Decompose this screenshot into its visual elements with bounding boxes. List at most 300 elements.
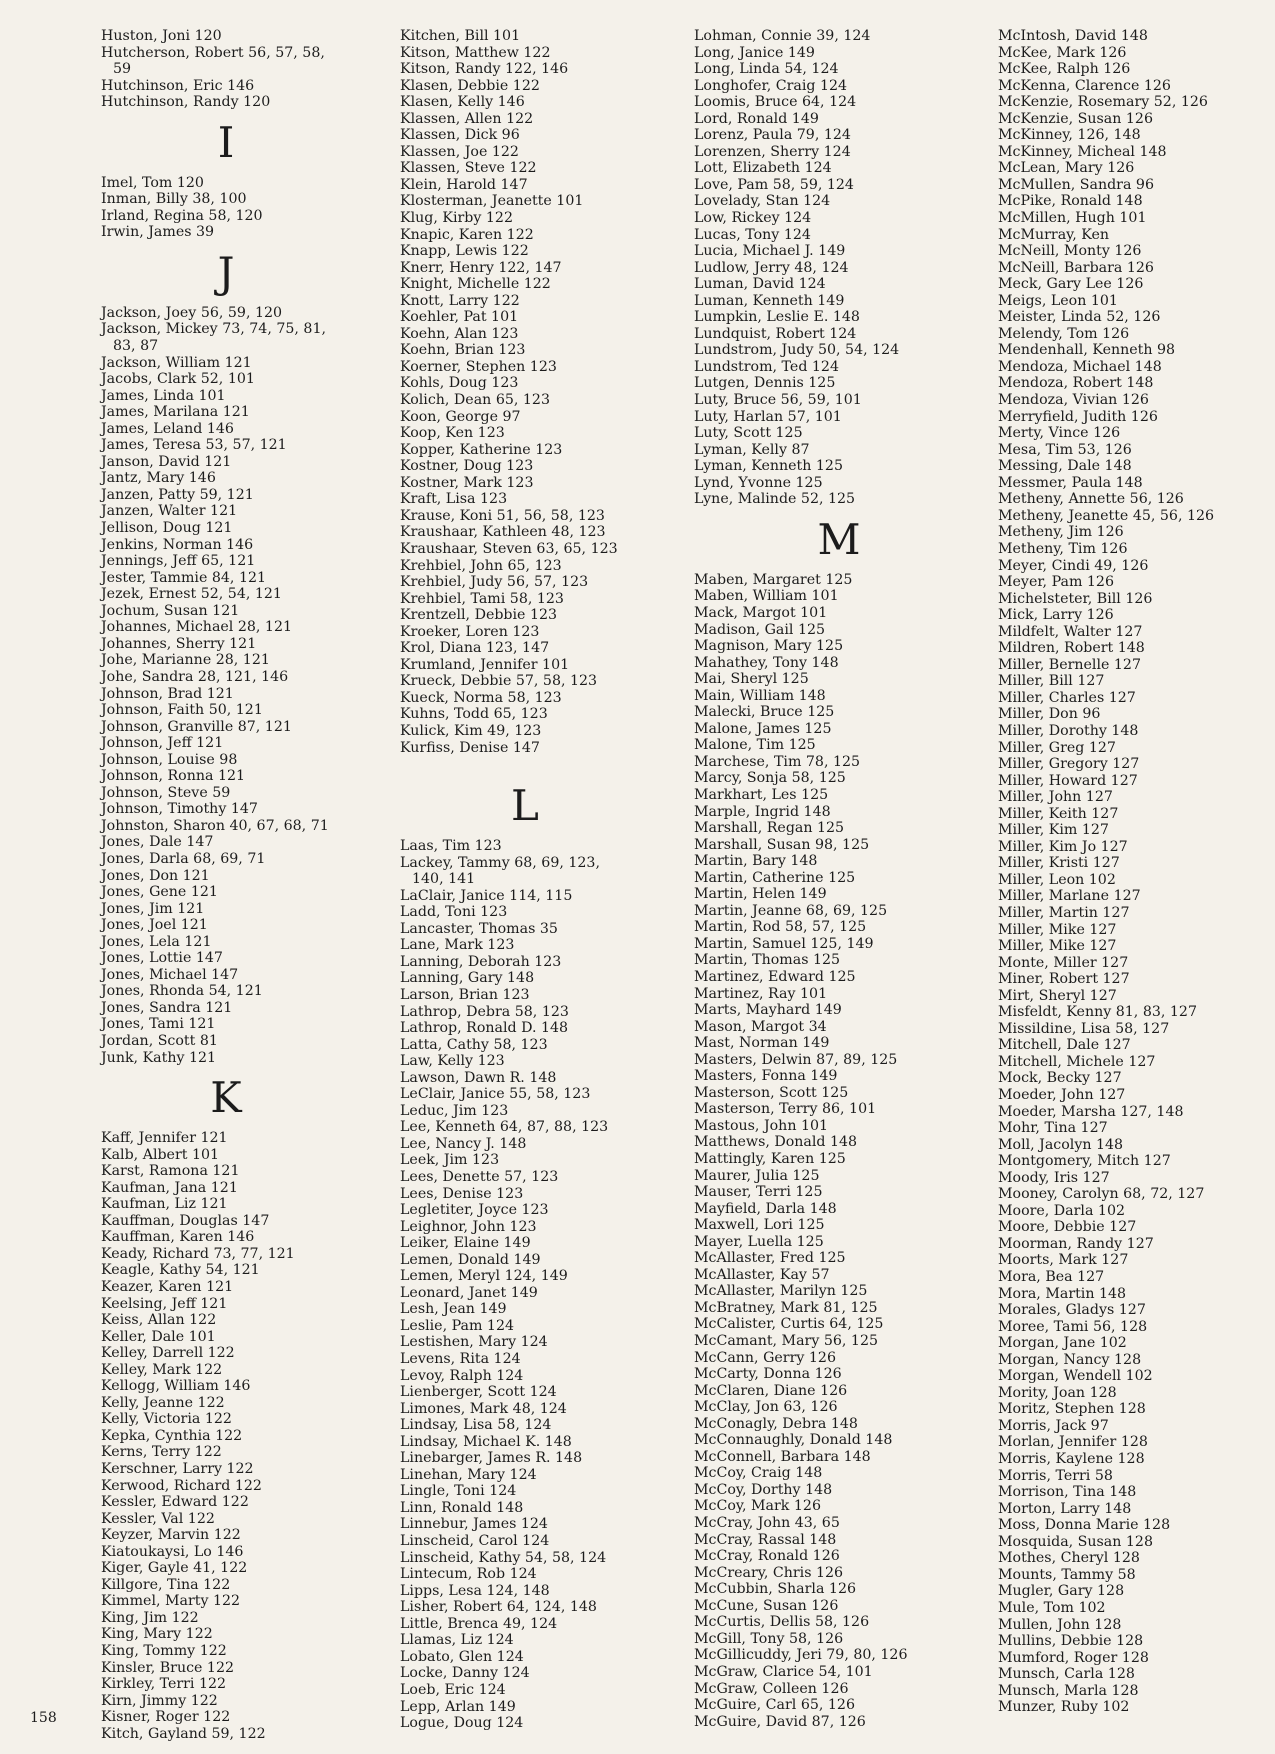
index-entry-text: Monte, Miller 127	[998, 954, 1129, 971]
index-entry	[998, 773, 1275, 790]
index-entry	[400, 1550, 650, 1567]
index-entry	[694, 326, 984, 343]
index-entry	[998, 260, 1275, 277]
index-entry	[694, 1565, 984, 1582]
index-entry-text: Moeder, Marsha 127, 148	[998, 1103, 1184, 1120]
index-entry-text: Munsch, Marla 128	[998, 1682, 1139, 1699]
index-entry-text: Jones, Don 121	[101, 867, 210, 884]
index-entry	[694, 1681, 984, 1698]
index-entry-text: Lees, Denette 57, 123	[400, 1169, 559, 1185]
index-entry	[101, 388, 351, 405]
index-entry-text: McCann, Gerry 126	[694, 1349, 836, 1366]
index-entry-text: Moeder, John 127	[998, 1087, 1126, 1103]
index-entry	[101, 967, 351, 984]
index-entry	[998, 243, 1275, 260]
index-entry	[400, 326, 650, 343]
index-entry-text: McMillen, Hugh 101	[998, 210, 1147, 227]
index-entry	[400, 508, 650, 525]
index-entry-text: Lindsay, Michael K. 148	[400, 1433, 572, 1450]
index-entry	[998, 1286, 1275, 1303]
section-letter-heading: I	[217, 117, 235, 167]
index-entry	[400, 475, 650, 492]
index-entry	[694, 1399, 984, 1416]
index-entry	[400, 855, 650, 888]
index-entry-text: Mendoza, Michael 148	[998, 358, 1162, 375]
index-entry	[998, 1070, 1275, 1087]
index-entry	[101, 1229, 351, 1246]
index-entry	[998, 61, 1275, 78]
index-entry	[400, 1533, 650, 1550]
index-entry	[694, 227, 984, 244]
index-entry-text: Luty, Bruce 56, 59, 101	[694, 392, 862, 409]
index-entry-text: Lindsay, Lisa 58, 124	[400, 1417, 552, 1434]
index-entry-text: Hutchinson, Randy 120	[101, 94, 271, 111]
index-entry	[998, 210, 1275, 227]
index-entry	[998, 160, 1275, 177]
index-entry-text: Kelley, Darrell 122	[101, 1345, 235, 1362]
index-entry	[998, 1120, 1275, 1137]
index-entry-text: Jellison, Doug 121	[101, 520, 233, 537]
index-entry-text: Long, Linda 54, 124	[694, 61, 839, 78]
index-entry-text: Kisner, Roger 122	[101, 1709, 231, 1726]
index-entry-text: Kiger, Gayle 41, 122	[101, 1560, 248, 1577]
index-entry	[694, 688, 984, 705]
index-entry	[101, 1246, 351, 1263]
index-entry	[400, 28, 650, 45]
index-entry-text: Miller, Martin 127	[998, 904, 1130, 921]
index-entry-text: Klasen, Debbie 122	[400, 77, 540, 94]
index-entry	[694, 1052, 984, 1069]
index-entry-text: McBratney, Mark 81, 125	[694, 1299, 878, 1316]
index-entry	[400, 342, 650, 359]
index-entry-text: Lyman, Kelly 87	[694, 441, 810, 458]
index-entry-text: Marts, Mayhard 149	[694, 1002, 842, 1019]
index-entry	[694, 1416, 984, 1433]
index-entry-text: Mumford, Roger 128	[998, 1649, 1149, 1666]
index-entry	[998, 508, 1275, 525]
index-entry	[400, 1103, 650, 1120]
index-entry-text: Maben, William 101	[694, 588, 839, 605]
index-entry-text: Low, Rickey 124	[694, 210, 812, 227]
index-entry	[400, 1566, 650, 1583]
index-entry-text: Malone, James 125	[694, 720, 832, 737]
index-entry	[400, 111, 650, 128]
index-entry-continuation: 59	[113, 61, 132, 78]
index-entry-text: McMurray, Ken	[998, 226, 1110, 243]
index-entry	[400, 1169, 650, 1186]
index-entry	[694, 1035, 984, 1052]
index-entry-text: Klasen, Kelly 146	[400, 94, 525, 111]
index-entry-text: Morgan, Wendell 102	[998, 1368, 1153, 1385]
index-entry	[998, 342, 1275, 359]
index-entry-text: Morgan, Nancy 128	[998, 1351, 1142, 1368]
index-entry	[694, 210, 984, 227]
index-entry-text: Jochum, Susan 121	[101, 602, 240, 619]
index-entry	[998, 1666, 1275, 1683]
index-entry-text: McAllaster, Kay 57	[694, 1266, 830, 1283]
index-entry-text: Leek, Jim 123	[400, 1152, 500, 1169]
index-entry	[101, 175, 351, 192]
index-entry	[101, 454, 351, 471]
index-entry	[998, 193, 1275, 210]
index-entry-text: Kraushaar, Kathleen 48, 123	[400, 524, 606, 541]
index-entry	[400, 624, 650, 641]
index-entry	[101, 636, 351, 653]
index-entry	[400, 657, 650, 674]
index-entry	[694, 655, 984, 672]
index-entry-text: Kohls, Doug 123	[400, 375, 519, 392]
index-entry	[101, 669, 351, 686]
index-entry-text: Kauffman, Karen 146	[101, 1229, 255, 1246]
index-entry-text: Keelsing, Jeff 121	[101, 1295, 228, 1312]
index-entry-text: Jennings, Jeff 65, 121	[101, 553, 256, 570]
index-entry	[400, 706, 650, 723]
index-entry	[101, 355, 351, 372]
index-entry-text: Luty, Harlan 57, 101	[694, 408, 842, 425]
index-entry	[400, 970, 650, 987]
index-entry-text: Miller, Don 96	[998, 706, 1101, 723]
index-entry	[400, 954, 650, 971]
index-entry	[101, 702, 351, 719]
index-entry-text: McNeill, Barbara 126	[998, 259, 1154, 276]
index-entry-text: Mugler, Gary 128	[998, 1583, 1125, 1600]
index-entry	[400, 1450, 650, 1467]
index-entry	[694, 721, 984, 738]
index-entry-text: Johnson, Brad 121	[101, 685, 234, 702]
index-entry	[694, 1151, 984, 1168]
index-entry	[101, 421, 351, 438]
index-entry-text: Mick, Larry 126	[998, 607, 1114, 624]
index-entry-text: Krol, Diana 123, 147	[400, 640, 550, 657]
index-entry	[694, 622, 984, 639]
index-entry	[998, 1269, 1275, 1286]
index-entry-text: Klassen, Dick 96	[400, 127, 520, 144]
index-entry-text: McCalister, Curtis 64, 125	[694, 1316, 884, 1333]
index-entry-text: McGuire, Carl 65, 126	[694, 1697, 855, 1714]
index-entry	[400, 888, 650, 905]
index-entry-text: Johnson, Timothy 147	[101, 801, 258, 818]
index-entry-text: Linscheid, Kathy 54, 58, 124	[400, 1549, 607, 1566]
index-entry	[400, 558, 650, 575]
index-entry	[101, 520, 351, 537]
index-entry-text: Morlan, Jennifer 128	[998, 1434, 1148, 1451]
index-entry-text: Martin, Catherine 125	[694, 869, 856, 886]
index-entry	[694, 704, 984, 721]
index-entry-text: McGraw, Clarice 54, 101	[694, 1663, 873, 1680]
index-entry	[101, 1560, 351, 1577]
index-entry	[400, 987, 650, 1004]
index-entry	[998, 1501, 1275, 1518]
index-entry-text: Klassen, Allen 122	[400, 110, 534, 127]
index-entry-text: Law, Kelly 123	[400, 1053, 505, 1070]
index-entry-text: Miller, Bill 127	[998, 673, 1105, 690]
index-entry-text: Jones, Darla 68, 69, 71	[101, 850, 266, 867]
index-entry	[101, 1593, 351, 1610]
index-entry	[101, 1296, 351, 1313]
index-entry-text: Lemen, Donald 149	[400, 1251, 541, 1268]
index-entry-text: Krueck, Debbie 57, 58, 123	[400, 673, 598, 690]
index-entry	[694, 1134, 984, 1151]
index-entry-text: Jones, Dale 147	[101, 834, 214, 851]
index-entry	[101, 191, 351, 208]
index-entry-text: Jezek, Ernest 52, 54, 121	[101, 586, 282, 603]
index-entry-text: McLean, Mary 126	[998, 160, 1135, 177]
index-entry-text: Johnson, Faith 50, 121	[101, 702, 263, 719]
index-entry	[694, 1465, 984, 1482]
index-entry	[400, 359, 650, 376]
index-entry-text: Lee, Nancy J. 148	[400, 1135, 527, 1152]
index-entry	[101, 1033, 351, 1050]
index-entry	[998, 1385, 1275, 1402]
index-column-2	[400, 28, 650, 1732]
index-entry	[694, 1201, 984, 1218]
index-entry-text: McConnaughly, Donald 148	[694, 1432, 893, 1449]
index-entry	[400, 409, 650, 426]
index-entry-text: Kirn, Jimmy 122	[101, 1692, 218, 1709]
index-entry-text: Lee, Kenneth 64, 87, 88, 123	[400, 1119, 609, 1136]
index-entry-text: Kraushaar, Steven 63, 65, 123	[400, 540, 618, 557]
index-entry	[998, 988, 1275, 1005]
index-entry	[694, 1300, 984, 1317]
index-entry-text: Morgan, Jane 102	[998, 1335, 1127, 1352]
index-entry-text: Kerschner, Larry 122	[101, 1461, 254, 1478]
index-entry-text: Levens, Rita 124	[400, 1351, 521, 1368]
index-entry-text: Martin, Samuel 125, 149	[694, 935, 874, 952]
page-number: 158	[30, 1710, 57, 1726]
index-entry-text: Lott, Elizabeth 124	[694, 160, 832, 177]
index-entry-text: Morales, Gladys 127	[998, 1302, 1146, 1319]
index-entry	[998, 1352, 1275, 1369]
index-entry-text: Lintecum, Rob 124	[400, 1566, 537, 1583]
index-entry-text: LaClair, Janice 114, 115	[400, 887, 573, 904]
index-entry-text: Malone, Tim 125	[694, 737, 816, 754]
index-entry	[101, 1329, 351, 1346]
index-entry	[400, 193, 650, 210]
index-entry-text: Lienberger, Scott 124	[400, 1384, 557, 1401]
index-entry-text: McCray, Ronald 126	[694, 1548, 840, 1565]
index-entry	[400, 1434, 650, 1451]
index-entry	[694, 1217, 984, 1234]
index-entry	[101, 917, 351, 934]
index-entry-text: Mority, Joan 128	[998, 1384, 1117, 1401]
index-entry-text: McKee, Mark 126	[998, 44, 1127, 61]
index-entry-text: James, Leland 146	[101, 420, 234, 437]
index-entry-text: Kellogg, William 146	[101, 1378, 251, 1395]
index-entry-text: Lucia, Michael J. 149	[694, 243, 846, 260]
index-entry	[998, 144, 1275, 161]
index-entry	[998, 740, 1275, 757]
index-entry	[998, 326, 1275, 343]
index-entry-text: McClay, Jon 63, 126	[694, 1399, 838, 1416]
index-entry-text: Mora, Bea 127	[998, 1269, 1105, 1286]
index-entry-text: Killgore, Tina 122	[101, 1576, 231, 1593]
index-entry-text: Klassen, Steve 122	[400, 160, 537, 177]
index-entry-text: Krentzell, Debbie 123	[400, 607, 558, 624]
index-entry	[101, 1312, 351, 1329]
index-entry	[400, 1417, 650, 1434]
index-entry-text: Kerns, Terry 122	[101, 1444, 222, 1461]
index-entry-text: Kepka, Cynthia 122	[101, 1427, 243, 1444]
index-entry	[998, 905, 1275, 922]
index-entry-text: Lyne, Malinde 52, 125	[694, 491, 856, 508]
index-entry	[101, 851, 351, 868]
index-entry-text: Lucas, Tony 124	[694, 226, 811, 243]
index-entry	[400, 491, 650, 508]
index-entry-text: Johnston, Sharon 40, 67, 68, 71	[101, 817, 329, 834]
index-entry-text: Legletiter, Joyce 123	[400, 1202, 549, 1219]
index-entry	[998, 1153, 1275, 1170]
index-entry-text: Miller, Mike 127	[998, 921, 1117, 938]
index-entry	[101, 603, 351, 620]
index-entry-text: Jones, Joel 121	[101, 917, 208, 934]
index-entry	[101, 1676, 351, 1693]
index-entry-text: Janson, David 121	[101, 453, 232, 470]
index-entry	[694, 605, 984, 622]
index-entry	[400, 1401, 650, 1418]
index-entry-text: Main, William 148	[694, 687, 826, 704]
index-entry	[400, 740, 650, 757]
index-entry-text: James, Marilana 121	[101, 404, 250, 421]
index-entry	[101, 470, 351, 487]
index-entry-text: Kelly, Victoria 122	[101, 1411, 232, 1428]
index-entry-text: Martin, Bary 148	[694, 853, 818, 870]
index-entry	[694, 1234, 984, 1251]
index-entry	[694, 903, 984, 920]
index-entry-text: Miner, Robert 127	[998, 971, 1130, 988]
index-entry	[101, 1395, 351, 1412]
index-entry	[400, 61, 650, 78]
index-entry-text: Magnison, Mary 125	[694, 638, 844, 655]
index-entry-text: Miller, Kristi 127	[998, 855, 1120, 872]
index-entry	[400, 904, 650, 921]
index-entry	[400, 1682, 650, 1699]
index-entry-text: Lanning, Gary 148	[400, 970, 535, 987]
index-entry	[101, 1279, 351, 1296]
index-entry	[998, 111, 1275, 128]
index-entry	[694, 1101, 984, 1118]
index-entry-text: Lemen, Meryl 124, 149	[400, 1268, 568, 1285]
index-entry-text: Melendy, Tom 126	[998, 325, 1130, 342]
index-entry	[101, 801, 351, 818]
index-entry	[694, 820, 984, 837]
index-entry-text: Jones, Sandra 121	[101, 999, 233, 1016]
index-entry-text: McGuire, David 87, 126	[694, 1713, 866, 1730]
index-entry	[998, 45, 1275, 62]
index-entry-text: Krehbiel, Tami 58, 123	[400, 590, 564, 607]
index-entry-text: Mast, Norman 149	[694, 1035, 830, 1052]
index-entry	[400, 210, 650, 227]
section-letter-heading: L	[511, 781, 539, 831]
index-entry-text: Mullen, John 128	[998, 1616, 1122, 1633]
index-entry	[998, 127, 1275, 144]
index-entry	[694, 425, 984, 442]
index-entry	[694, 1664, 984, 1681]
index-entry-text: Mahathey, Tony 148	[694, 654, 839, 671]
index-entry	[400, 1351, 650, 1368]
column-spacer	[400, 756, 650, 774]
index-entry	[400, 921, 650, 938]
index-entry	[101, 1428, 351, 1445]
index-entry	[694, 475, 984, 492]
index-entry-text: Lundquist, Robert 124	[694, 325, 857, 342]
index-entry	[998, 971, 1275, 988]
index-entry-text: Latta, Cathy 58, 123	[400, 1036, 548, 1053]
index-entry	[694, 1068, 984, 1085]
index-entry	[998, 276, 1275, 293]
index-entry	[694, 458, 984, 475]
index-entry-text: Munzer, Ruby 102	[998, 1699, 1130, 1716]
index-entry-text: Miller, Greg 127	[998, 739, 1116, 756]
index-entry	[400, 690, 650, 707]
index-entry-text: Mastous, John 101	[694, 1117, 829, 1134]
index-entry-text: Lutgen, Dennis 125	[694, 375, 836, 392]
index-entry-text: Miller, Charles 127	[998, 689, 1136, 706]
index-entry	[694, 837, 984, 854]
index-entry-text: Knapp, Lewis 122	[400, 243, 529, 260]
index-entry	[101, 1726, 351, 1743]
index-entry-text: Morton, Larry 148	[998, 1500, 1132, 1517]
index-entry-text: Miller, Dorothy 148	[998, 722, 1139, 739]
index-entry-text: Imel, Tom 120	[101, 174, 204, 191]
index-entry	[998, 475, 1275, 492]
index-entry-text: Martinez, Edward 125	[694, 968, 856, 985]
index-entry-text: Kurfiss, Denise 147	[400, 739, 540, 756]
index-entry-text: Mullins, Debbie 128	[998, 1633, 1144, 1650]
index-entry-text: Martinez, Ray 101	[694, 985, 828, 1002]
index-entry-text: Meigs, Leon 101	[998, 292, 1118, 309]
index-entry	[998, 872, 1275, 889]
index-entry	[694, 45, 984, 62]
index-entry	[400, 45, 650, 62]
index-entry-text: Loeb, Eric 124	[400, 1681, 506, 1698]
index-entry-text: Leslie, Pam 124	[400, 1317, 514, 1334]
index-entry	[998, 1087, 1275, 1104]
index-entry	[998, 1319, 1275, 1336]
index-entry-text: Knott, Larry 122	[400, 292, 520, 309]
index-entry-text: Junk, Kathy 121	[101, 1049, 217, 1066]
index-entry-text: Kaufman, Jana 121	[101, 1179, 238, 1196]
index-entry	[101, 224, 351, 241]
index-entry-text: Michelsteter, Bill 126	[998, 590, 1153, 607]
index-entry	[101, 1610, 351, 1627]
index-entry-text: Lovelady, Stan 124	[694, 193, 831, 210]
index-entry-text: McCray, John 43, 65	[694, 1515, 840, 1532]
index-entry	[400, 1467, 650, 1484]
index-entry-text: Jones, Gene 121	[101, 884, 218, 901]
index-entry	[694, 1316, 984, 1333]
index-entry-text: Irland, Regina 58, 120	[101, 207, 263, 224]
index-entry	[694, 61, 984, 78]
index-entry-text: Miller, Mike 127	[998, 938, 1117, 955]
index-entry-text: Logue, Doug 124	[400, 1715, 524, 1732]
index-entry-text: Montgomery, Mitch 127	[998, 1153, 1171, 1170]
index-entry	[400, 260, 650, 277]
index-entry	[694, 1515, 984, 1532]
index-entry	[400, 1268, 650, 1285]
index-entry-text: Martin, Helen 149	[694, 886, 827, 903]
index-entry	[101, 1511, 351, 1528]
index-entry	[101, 28, 351, 45]
index-entry	[998, 806, 1275, 823]
index-entry	[694, 1449, 984, 1466]
index-entry	[694, 442, 984, 459]
index-entry	[400, 574, 650, 591]
index-entry	[694, 375, 984, 392]
index-entry	[400, 144, 650, 161]
index-entry-text: Koop, Ken 123	[400, 425, 505, 442]
index-entry	[400, 1715, 650, 1732]
index-entry-text: Linebarger, James R. 148	[400, 1450, 583, 1467]
